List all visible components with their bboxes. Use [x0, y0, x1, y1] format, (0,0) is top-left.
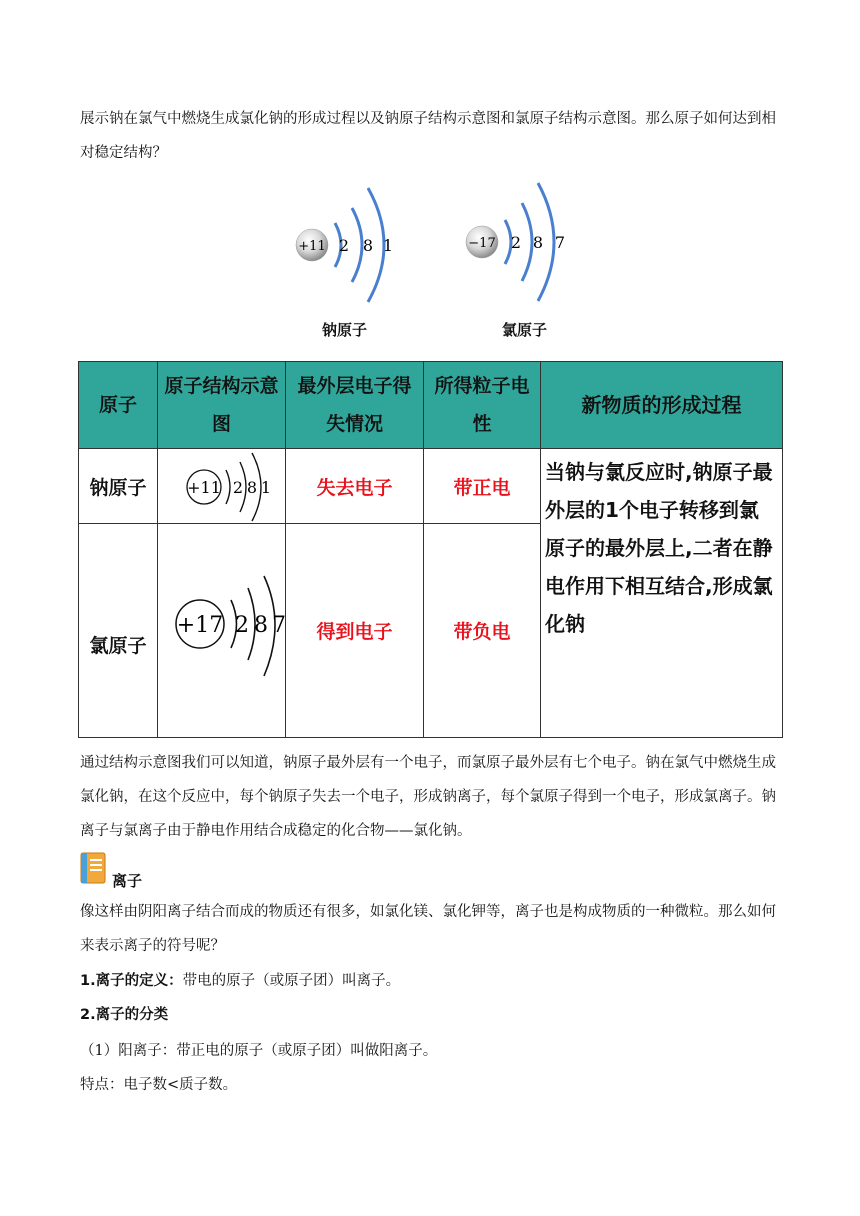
- atom-structure-figure: [290, 178, 580, 348]
- chlorine-shell-3: 7: [554, 233, 566, 252]
- sodium-structure-svg: [158, 450, 284, 522]
- intro-paragraph: 展示钠在氯气中燃烧生成氯化钠的形成过程以及钠原子结构示意图和氯原子结构示意图。那么原子如何达到相对稳定结构？: [80, 111, 776, 161]
- chlorine-shell-arc: [522, 203, 532, 281]
- section-title: 离子: [112, 872, 143, 890]
- header-electron-change: 最外层电子得失情况: [286, 362, 424, 449]
- explanation-paragraph: 通过结构示意图我们可以知道，钠原子最外层有一个电子，而氯原子最外层有七个电子。钠在氯气中燃烧生成氯化钠，在这个反应中，每个钠原子失去一个电子，形成钠离子，每个氯原子得到一个电子，形成氯离子。钠离子与氯离子由于静电作用结合成稳定的化合物——氯化钠。: [80, 755, 776, 839]
- row-structure-diagram: [158, 524, 286, 738]
- sodium-caption: 钠原子: [322, 321, 368, 339]
- sodium-atom-diagram: [296, 188, 393, 302]
- shell-count: 7: [272, 612, 286, 638]
- chlorine-nucleus-label: −17: [468, 236, 496, 251]
- cation-feature: 特点：电子数<质子数。: [80, 1077, 238, 1093]
- sodium-shell-1: 2: [338, 236, 350, 255]
- definition-text: 带电的原子（或原子团）叫离子。: [182, 973, 401, 989]
- shell-count: 1: [260, 478, 272, 497]
- header-charge: 所得粒子电性: [424, 362, 541, 449]
- sodium-shell-2: 8: [362, 236, 374, 255]
- section-intro: 像这样由阴阳离子结合而成的物质还有很多，如氯化镁、氯化钾等，离子也是构成物质的一种微粒。那么如何来表示离子的符号呢？: [80, 904, 776, 954]
- process-description: 当钠与氯反应时,钠原子最外层的1个电子转移到氯原子的最外层上,二者在静电作用下相互结合,形成氯化钠: [541, 449, 783, 738]
- sodium-shell-3: 1: [382, 236, 394, 255]
- header-atom: 原子: [79, 362, 158, 449]
- row-charge: 带正电: [424, 449, 541, 524]
- row-structure-diagram: [158, 449, 286, 524]
- chlorine-atom-diagram: [466, 183, 565, 301]
- nucleus-label: +11: [187, 478, 221, 497]
- chlorine-structure-svg: [158, 576, 284, 686]
- header-process: 新物质的形成过程: [541, 362, 783, 449]
- table-header-row: [79, 362, 783, 449]
- chlorine-caption: 氯原子: [502, 321, 548, 339]
- table-row: [79, 449, 783, 524]
- sodium-nucleus-label: +11: [298, 239, 326, 254]
- shell-arc: [226, 470, 230, 504]
- shell-count: 8: [246, 478, 258, 497]
- header-structure: 原子结构示意图: [158, 362, 286, 449]
- shell-count: 2: [235, 612, 249, 638]
- row-charge: 带负电: [424, 524, 541, 738]
- shell-count: 8: [254, 612, 268, 638]
- row-electron-change: 得到电子: [286, 524, 424, 738]
- nucleus-label: +17: [176, 612, 224, 638]
- sodium-shell-arc: [352, 208, 362, 282]
- row-atom-name: 氯原子: [79, 524, 158, 738]
- cation-definition: （1）阳离子：带正电的原子（或原子团）叫做阳离子。: [80, 1043, 438, 1059]
- ion-definition: [80, 971, 400, 991]
- chlorine-shell-1: 2: [510, 233, 522, 252]
- definition-label: 1.离子的定义：: [80, 973, 183, 989]
- book-icon: [80, 852, 106, 884]
- row-atom-name: 钠原子: [79, 449, 158, 524]
- shell-count: 2: [232, 478, 244, 497]
- chlorine-shell-2: 8: [532, 233, 544, 252]
- ion-formation-table: [78, 361, 783, 738]
- row-electron-change: 失去电子: [286, 449, 424, 524]
- ion-classification-heading: 2.离子的分类: [80, 1007, 169, 1023]
